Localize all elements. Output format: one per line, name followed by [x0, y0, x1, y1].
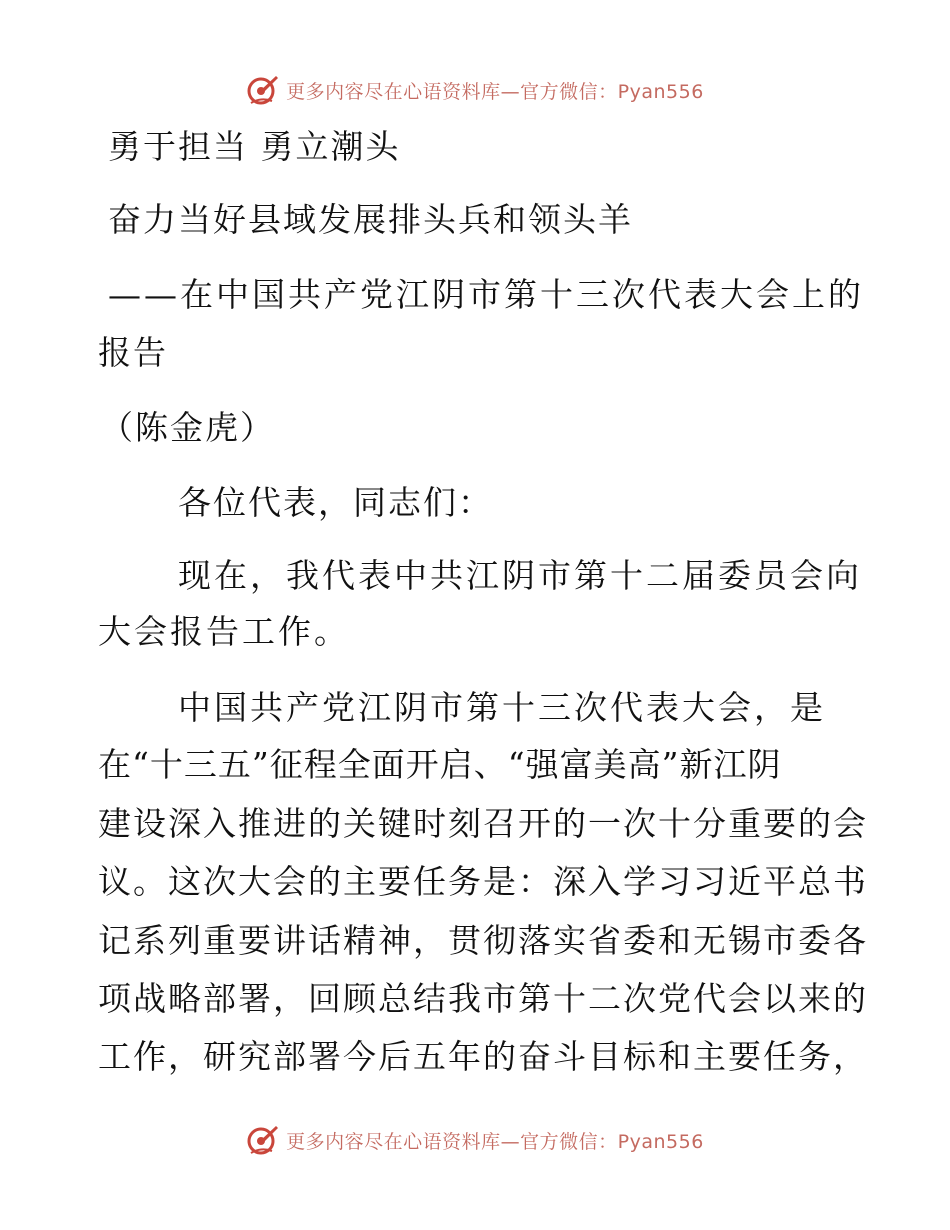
paragraph-line: 记系列重要讲话精神，贯彻落实省委和无锡市委各 [98, 921, 868, 960]
subtitle-line-1: ——在中国共产党江阴市第十三次代表大会上的 [108, 275, 864, 314]
paragraph-line: 大会报告工作。 [98, 612, 350, 651]
footer-watermark [0, 1120, 950, 1160]
watermark-text: 更多内容尽在心语资料库—官方微信：Pyan556 [286, 80, 704, 103]
paragraph-line: 现在，我代表中共江阴市第十二届委员会向 [178, 556, 862, 595]
quill-logo-icon [246, 73, 280, 107]
paragraph-line: 议。这次大会的主要任务是：深入学习习近平总书 [98, 862, 868, 901]
paragraph-line: 工作，研究部署今后五年的奋斗目标和主要任务， [98, 1037, 868, 1076]
watermark-text: 更多内容尽在心语资料库—官方微信：Pyan556 [286, 1130, 704, 1153]
title-line-1: 勇于担当 勇立潮头 [108, 127, 401, 166]
salutation: 各位代表，同志们： [178, 483, 493, 522]
author: （陈金虎） [100, 408, 275, 447]
paragraph-line: 中国共产党江阴市第十三次代表大会，是 [178, 688, 826, 727]
header-watermark [0, 70, 950, 110]
quill-logo-icon [246, 1123, 280, 1157]
paragraph-line: 在“十三五”征程全面开启、“强富美高”新江阴 [98, 745, 782, 784]
title-line-2: 奋力当好县域发展排头兵和领头羊 [108, 200, 633, 239]
paragraph-line: 项战略部署，回顾总结我市第十二次党代会以来的 [98, 979, 868, 1018]
paragraph-line: 建设深入推进的关键时刻召开的一次十分重要的会 [98, 804, 868, 843]
subtitle-line-2: 报告 [98, 333, 168, 372]
